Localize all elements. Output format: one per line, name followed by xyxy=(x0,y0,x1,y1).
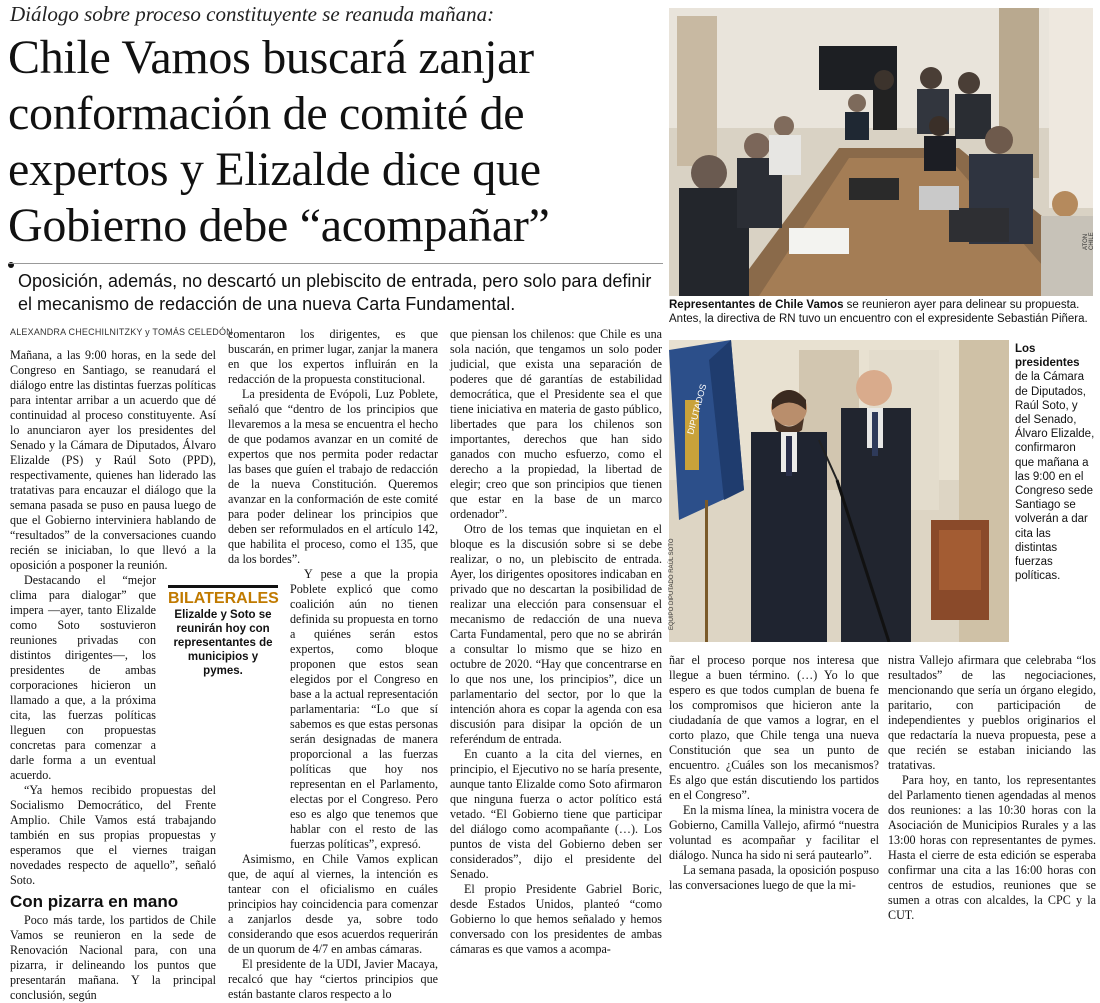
paragraph: Y pese a que la propia Poblete explicó que como coalición aún no tienen definida su propuesta en torno a quiénes serán estos expertos, como bloque proponen que estos sean elegidos por el Congreso en base a la actual representación parlamentaria: “Lo que sí sabemos es que estas personas serán designadas de manera proporcional a las fuerzas políticas que hoy nos representan en el Parlamento, electas por el Congreso. Pero eso es algo que tenemos que hablar con el resto de las fuerzas políticas”, expresó. xyxy=(290,567,438,851)
sidebar-box-title: BILATERALES xyxy=(168,590,279,607)
caption-lead: Los presidentes xyxy=(1015,343,1080,370)
photo-caption xyxy=(669,298,1093,326)
headline: Chile Vamos buscará zanjar conformación de comité de expertos y Elizalde dice que Gobierno debe “acompañar” xyxy=(8,31,550,252)
sidebar-box xyxy=(168,585,279,677)
byline: ALEXANDRA CHECHILNITZKY y TOMÁS CELEDÓN xyxy=(10,327,233,337)
paragraph: Mañana, a las 9:00 horas, en la sede del Congreso en Santiago, se reanudará el diálogo entre las distintas fuerzas políticas para intentar arribar a un acuerdo que dé continuidad al proceso constituyente. Así lo anunciaron ayer los presidentes del Senado y la Cámara de Diputados, Álvaro Elizalde (PS) y Raúl Soto (PPD), respectivamente, quienes han liderado las tratativas para encauzar el diálogo que la semana pasada se puso en pausa luego de que el Gobierno interviniera hablando de “resultados” de la conversaciones cuando recién se iniciaban, lo que llevó a la oposición a posponer la reunión. xyxy=(10,348,216,572)
sidebar-box-text: Elizalde y Soto se reunirán hoy con representantes de municipios y pymes. xyxy=(173,609,273,677)
paragraph: El propio Presidente Gabriel Boric, desde Estados Unidos, planteó “como Gobierno lo que hemos señalado y hemos conversado con los presidentes de ambas cámaras es que vamos a acompa- xyxy=(450,882,662,956)
photo-caption xyxy=(1015,342,1095,583)
divider xyxy=(8,263,663,264)
press-photo xyxy=(669,340,1009,642)
flag-text: DIPUTADOS xyxy=(685,382,709,436)
paragraph: que piensan los chilenos: que Chile es una sola nación, que tengamos un solo poder judicial, que exista una separación de poderes que dé garantías de estabilidad democrática, que el Presidente sea el que tiene iniciativa en materia de gasto público, libertades que para los chilenos son importantes, derechos que han sido ganados con mucho esfuerzo, como el derecho a la propiedad, la libertad de elegir; creo que son principios que tienen que estar en la base de un marco ordenador”. xyxy=(450,327,662,521)
paragraph: Otro de los temas que inquietan en el bloque es la discusión sobre si se debe realizar, o no, un plebiscito de entrada. Ayer, los dirigentes opositores indicaban en privado que no descartan la posibilidad de realizar una elección para consensuar el mecanismo de redacción de una nueva Carta Fundamental, pero que no se abrirán a consultar lo mismo que se hizo en octubre de 2020. “Hay que concentrarse en lo que nos une, los principios”, dice un parlamentario del sector, por lo que la intención ahora es copar la agenda con esa discusión para disipar la opción de un referéndum de entrada. xyxy=(450,522,662,746)
caption-text: de la Cámara de Diputados, Raúl Soto, y del Senado, Álvaro Elizalde, confirmaron que mañana a las 9:00 en el Congreso sede Santiago se volverán a dar cita las distintas fuerzas políticas. xyxy=(1015,371,1095,583)
meeting-photo xyxy=(669,8,1093,296)
photo-credit: EQUIPO DIPUTADO RAÚL SOTO xyxy=(669,538,675,630)
paragraph: En la misma línea, la ministra vocera de Gobierno, Camilla Vallejo, afirmó “nuestra voluntad es acompañar y facilitar el diálogo. Nunca ha sido ni será pautearlo”. xyxy=(669,803,879,862)
paragraph: Para hoy, en tanto, los representantes del Parlamento tienen agendadas al menos dos reuniones: a las 10:30 horas con la Asociación de Municipios Rurales y a las 13:00 horas con representantes de pymes. Hasta el cierre de esta edición se esperaba confirmar una cita a las 16:00 horas con centros de estudios, reuniones que se sumen a otras con alcaldes, la CPC y la CUT. xyxy=(888,773,1096,922)
paragraph: La semana pasada, la oposición pospuso las conversaciones luego de que la mi- xyxy=(669,863,879,892)
subhead: Oposición, además, no descartó un plebiscito de entrada, pero solo para definir el mecanismo de redacción de una nueva Carta Fundamental. xyxy=(18,271,652,314)
paragraph: La presidenta de Evópoli, Luz Poblete, señaló que “dentro de los principios que llevaremos a la mesa se encuentra el hecho de que podamos avanzar en un comité de expertos que nos permita poder redactar las bases que guíen el trabajo de redacción de la nueva Constitución. Queremos avanzar en la conformación de este comité para poder delinear los principios que deben ser reformulados en el artículo 142, que habilita el proceso, como el 135, que da los bordes”. xyxy=(228,387,438,566)
caption-text: se reunieron ayer para delinear su propuesta. Antes, la directiva de RN tuvo un encuentro con el expresidente Sebastián Piñera. xyxy=(669,299,1088,325)
paragraph: El presidente de la UDI, Javier Macaya, recalcó que hay “ciertos principios que están bastante claros respecto a lo xyxy=(228,957,438,1001)
paragraph: “Ya hemos recibido propuestas del Socialismo Democrático, del Frente Amplio. Chile Vamos está trabajando también en sus propias propuestas y esperamos que el viernes traigan novedades respecto de aquello”, señaló Soto. xyxy=(10,783,216,887)
article-column-5 xyxy=(888,653,1096,923)
paragraph: Destacando el “mejor clima para dialogar” que impera —ayer, tanto Elizalde como Soto sostuvieron reuniones privadas con distintos dirigentes—, los presidentes de ambas corporaciones hicieron un llamado a que, a la próxima cita, las fuerzas políticas lleguen con propuestas concretas para comenzar a darle forma a un eventual acuerdo. xyxy=(10,573,156,782)
paragraph: nistra Vallejo afirmara que celebraba “los resultados” de las negociaciones, mencionando que sería un órgano elegido, paritario, con participación de independientes y pueblos originarios el que redactaría la nueva propuesta, pese a que recién se estaban iniciando las tratativas. xyxy=(888,653,1096,772)
paragraph: comentaron los dirigentes, es que buscarán, en primer lugar, zanjar la manera en que los expertos influirán en la redacción de la propuesta constitucional. xyxy=(228,327,438,386)
caption-lead: Representantes de Chile Vamos xyxy=(669,299,844,311)
paragraph: Asimismo, en Chile Vamos explican que, de aquí al viernes, la intención es tantear con el oficialismo en cuáles principios hay coincidencia para comenzar a zanjarlos desde ya, sobre todo considerando que esos acuerdos requerirán de un quorum de 4/7 en ambas cámaras. xyxy=(228,852,438,956)
article-column-3 xyxy=(450,327,662,957)
paragraph: Poco más tarde, los partidos de Chile Vamos se reunieron en la sede de Renovación Nacional para, con una pizarra, ir delineando los puntos que presentarán mañana. Y la principal conclusión, según xyxy=(10,913,216,1002)
kicker: Diálogo sobre proceso constituyente se reanuda mañana: xyxy=(10,2,495,26)
article-column-4 xyxy=(669,653,879,893)
photo-credit: ATON CHILE xyxy=(1083,232,1095,250)
paragraph: En cuanto a la cita del viernes, en principio, el Ejecutivo no se haría presente, aunque tanto Elizalde como Soto afirmaron que ninguna fuerza o actor político está vetado. “El Gobierno tiene que participar del diálogo como acompañante (…). Los puntos de vista del Gobierno deben ser considerados”, dijo el presidente del Senado. xyxy=(450,747,662,881)
paragraph: ñar el proceso porque nos interesa que llegue a buen término. (…) Yo lo que espero es que todos cumplan de buena fe los compromisos que hicieron ante la ciudadanía de que vamos a lograr, en el corto plazo, que Chile tenga una nueva Constitución que sea un punto de encuentro. ¿Cuáles son los mecanismos? Es algo que están discutiendo los partidos en el Congreso”. xyxy=(669,653,879,802)
section-heading: Con pizarra en mano xyxy=(10,892,179,911)
